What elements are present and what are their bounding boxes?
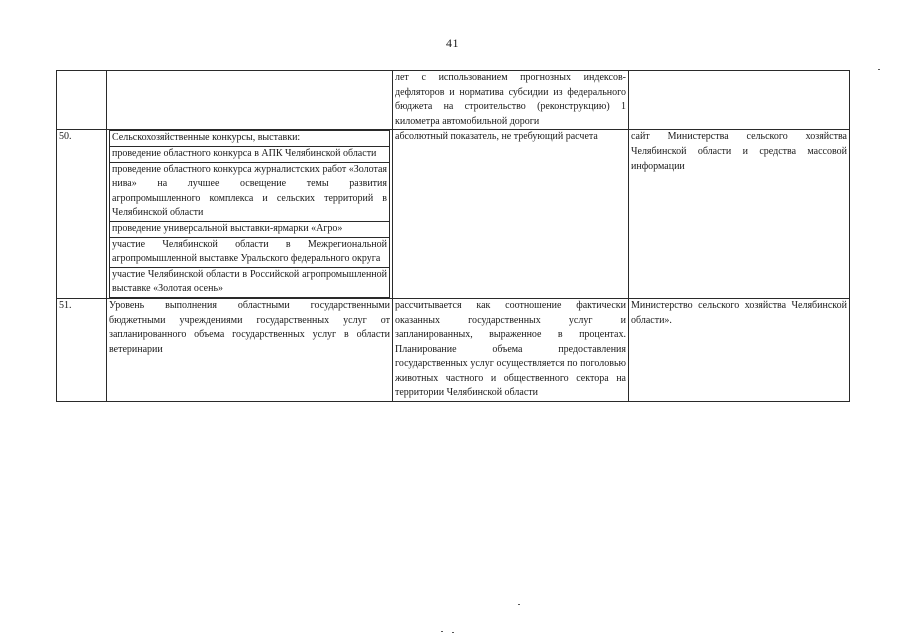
row-number-cell: [57, 71, 107, 130]
list-item: участие Челябинской области в Российской агропромышленной выставке «Золотая осень»: [110, 267, 390, 297]
list-item: участие Челябинской области в Межрегиональной агропромышленной выставке Уральского федерального округа: [110, 237, 390, 267]
row-number-cell: 50.: [57, 130, 107, 299]
sub-items-list: [109, 130, 390, 298]
list-item: проведение областного конкурса в АПК Челябинской области: [110, 146, 390, 162]
page-number: 41: [446, 36, 459, 50]
indicator-title: Сельскохозяйственные конкурсы, выставки:: [110, 131, 390, 147]
scan-speck: [518, 604, 520, 605]
indicator-cell: [107, 130, 393, 299]
indicators-table: [56, 70, 850, 402]
table-row: [57, 71, 850, 130]
list-item: проведение универсальной выставки-ярмарки «Агро»: [110, 221, 390, 237]
table-row: [57, 130, 850, 299]
scan-speck: [878, 69, 880, 70]
row-number-cell: 51.: [57, 298, 107, 401]
table-row: [57, 298, 850, 401]
indicator-cell: [107, 71, 393, 130]
source-cell: Министерство сельского хозяйства Челябинской области».: [629, 298, 850, 401]
method-cell: рассчитывается как соотношение фактически оказанных государственных услуг и запланированных, выраженное в процентах. Планирование объема предоставления государственных услуг осуществляется по поголовью животных частного и общественного сектора на территории Челябинской области: [393, 298, 629, 401]
scan-speck: [441, 631, 443, 632]
method-cell: абсолютный показатель, не требующий расчета: [393, 130, 629, 299]
scan-speck: [452, 632, 454, 633]
source-cell: [629, 71, 850, 130]
list-item: проведение областного конкурса журналистских работ «Золотая нива» на лучшее освещение темы развития агропромышленного комплекса и сельских территорий в Челябинской области: [110, 162, 390, 221]
indicator-cell: Уровень выполнения областными государственными бюджетными учреждениями государственных услуг от запланированного объема государственных услуг в области ветеринарии: [107, 298, 393, 401]
source-cell: сайт Министерства сельского хозяйства Челябинской области и средства массовой информации: [629, 130, 850, 299]
method-cell: лет с использованием прогнозных индексов-дефляторов и норматива субсидии из федерального бюджета на строительство (реконструкцию) 1 километра автомобильной дороги: [393, 71, 629, 130]
